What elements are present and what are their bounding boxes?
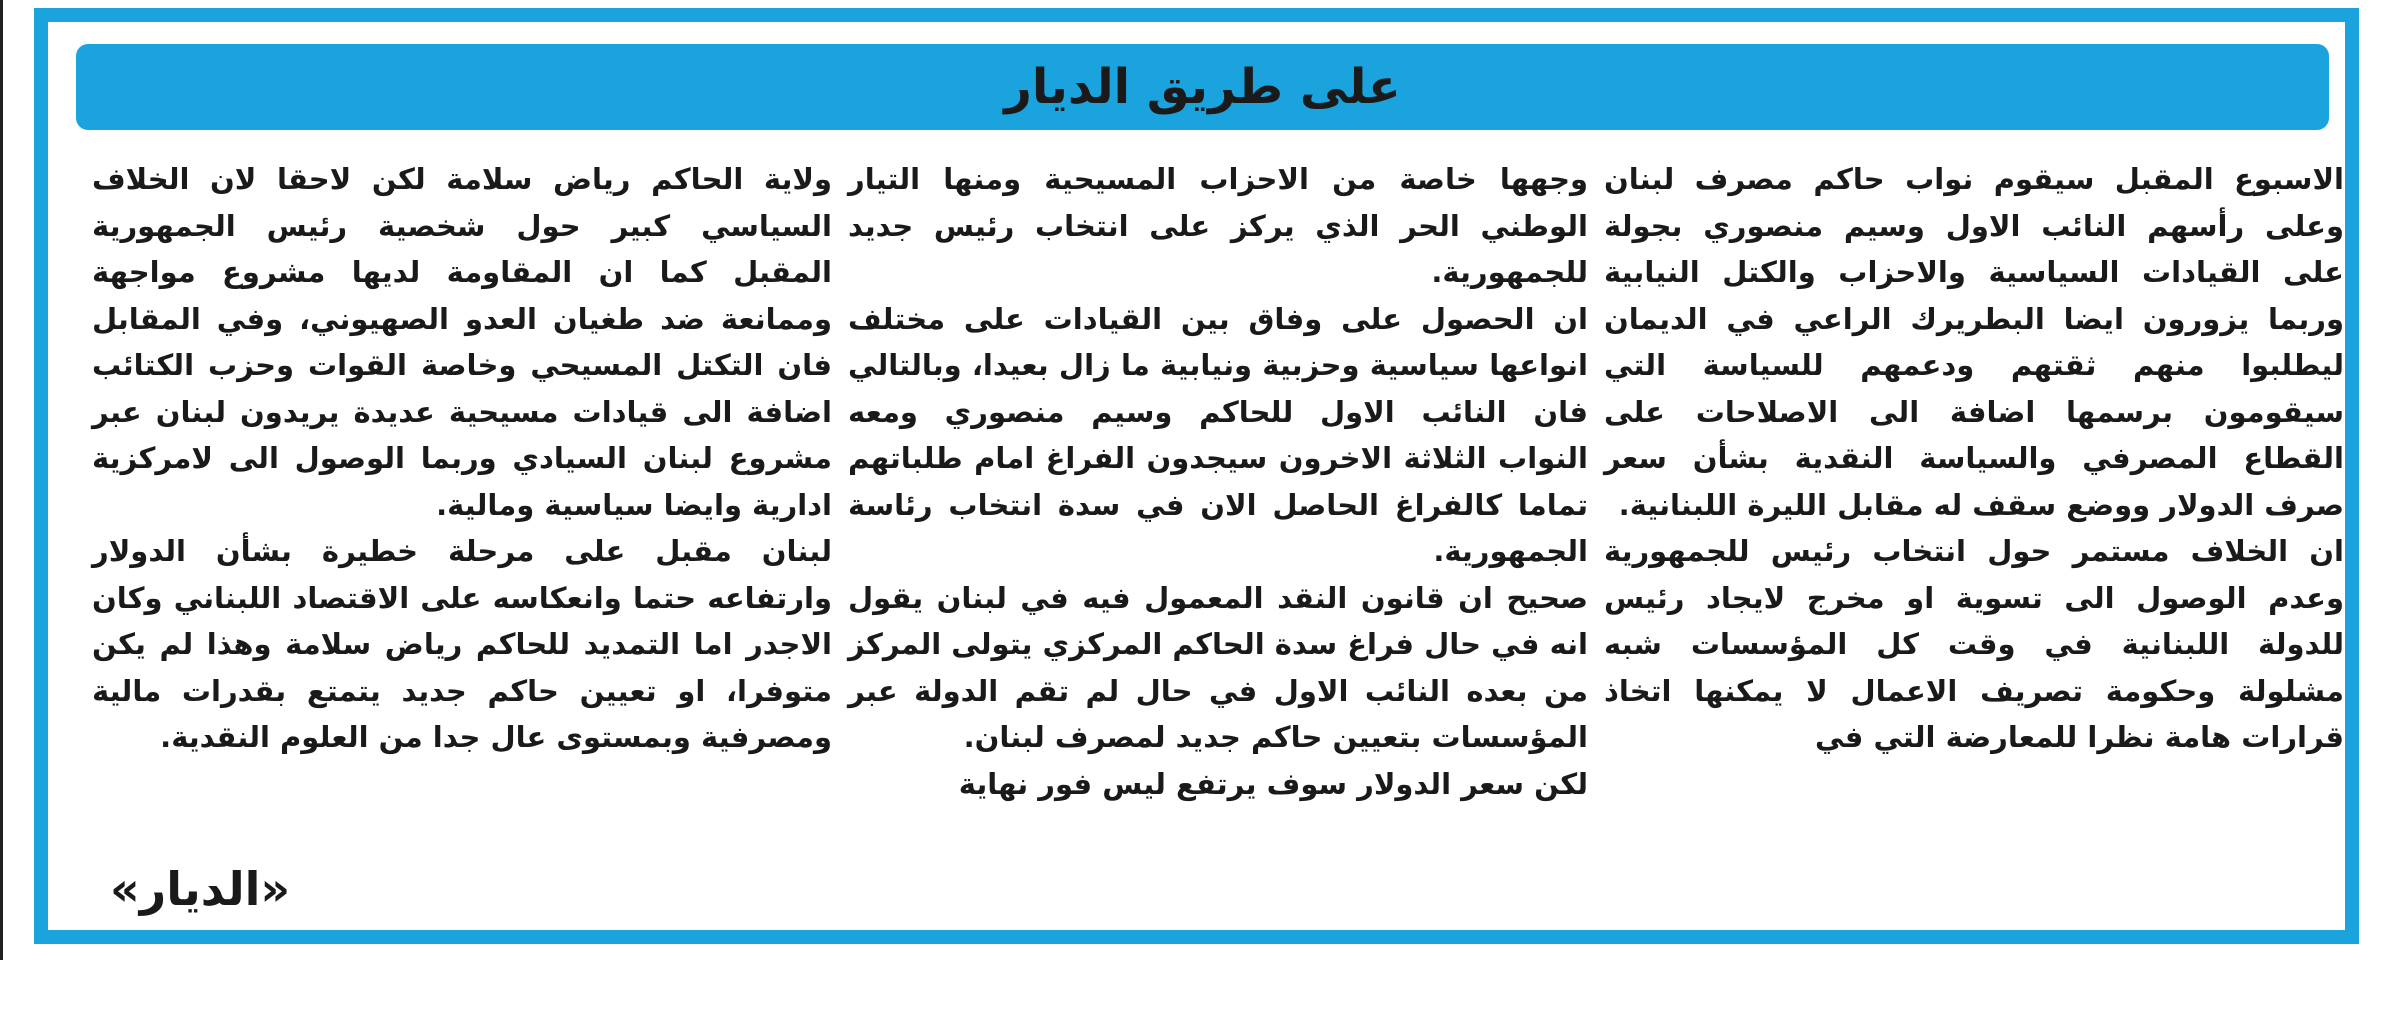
paragraph: صحيح ان قانون النقد المعمول فيه في لبنان يقول انه في حال فراغ سدة الحاكم المركزي يتولى المركز من بعده النائب الاول في حال لم تقم الدولة عبر المؤسسات بتعيين حاكم جديد لمصرف لبنان. <box>847 580 1588 754</box>
column-middle <box>848 156 1588 807</box>
paragraph: ان الحصول على وفاق بين القيادات على مختلف انواعها سياسية وحزبية ونيابية ما زال بعيدا، وبالتالي فان النائب الاول للحاكم وسيم منصوري ومعه النواب الثلاثة الاخرون سيجدون الفراغ امام طلباتهم تماما كالفراغ الحاصل الان في سدة انتخاب رئاسة الجمهورية. <box>848 301 1588 568</box>
paragraph: ان الخلاف مستمر حول انتخاب رئيس للجمهورية وعدم الوصول الى تسوية او مخرج لايجاد رئيس للدولة اللبنانية في وقت كل المؤسسات شبه مشلولة وحكومة تصريف الاعمال لا يمكنها اتخاذ قرارات هامة نظرا للمعارضة التي في <box>1604 534 2344 754</box>
paragraph: الاسبوع المقبل سيقوم نواب حاكم مصرف لبنان وعلى رأسهم النائب الاول وسيم منصوري بجولة على القيادات السياسية والاحزاب والكتل النيابية وربما يزورون ايضا البطريرك الراعي في الديمان ليطلبوا منهم ثقتهم ودعمهم للسياسة التي سيقومون برسمها اضافة الى الاصلاحات على القطاع المصرفي والسياسة النقدية بشأن سعر صرف الدولار ووضع سقف له مقابل الليرة اللبنانية. <box>1604 162 2344 522</box>
article-frame <box>34 8 2359 944</box>
paragraph: ولاية الحاكم رياض سلامة لكن لاحقا لان الخلاف السياسي كبير حول شخصية رئيس الجمهورية المقبل كما ان المقاومة لديها مشروع مواجهة وممانعة ضد طغيان العدو الصهيوني، وفي المقابل فان التكتل المسيحي وخاصة القوات وحزب الكتائب اضافة الى قيادات مسيحية عديدة يريدون لبنان عبر مشروع لبنان السيادي وربما الوصول الى لامركزية ادارية وايضا سياسية ومالية. <box>92 162 832 522</box>
column-right <box>1604 156 2344 761</box>
column-left <box>92 156 832 761</box>
paragraph: لكن سعر الدولار سوف يرتفع ليس فور نهاية <box>958 766 1588 801</box>
publication-signature: «الديار» <box>110 862 291 916</box>
article-title: على طريق الديار <box>1004 59 1401 115</box>
title-bar <box>76 44 2329 130</box>
page-edge-rule <box>0 0 3 960</box>
paragraph: وجهها خاصة من الاحزاب المسيحية ومنها التيار الوطني الحر الذي يركز على انتخاب رئيس جديد للجمهورية. <box>848 162 1588 289</box>
paragraph: لبنان مقبل على مرحلة خطيرة بشأن الدولار وارتفاعه حتما وانعكاسه على الاقتصاد اللبناني وكان الاجدر اما التمديد للحاكم رياض سلامة وهذا لم يكن متوفرا، او تعيين حاكم جديد يتمتع بقدرات مالية ومصرفية وبمستوى عال جدا من العلوم النقدية. <box>92 534 832 754</box>
